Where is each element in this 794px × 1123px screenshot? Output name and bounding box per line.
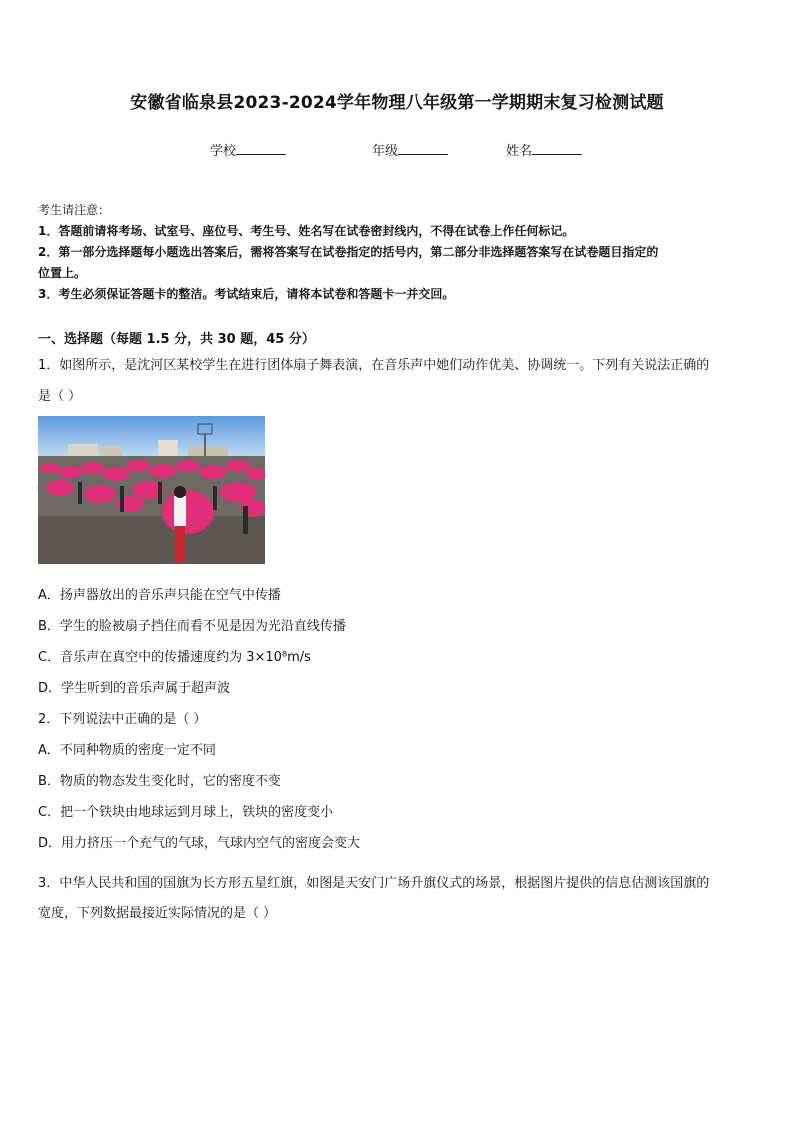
notice-item-2-cont: 位置上。 (38, 266, 87, 280)
q1-option-b: B．学生的脸被扇子挡住而看不见是因为光沿直线传播 (38, 619, 346, 634)
notice-heading: 考生请注意： (38, 203, 111, 217)
name-field (506, 140, 582, 159)
q2-option-b: B．物质的物态发生变化时，它的密度不变 (38, 774, 281, 789)
page-title: 安徽省临泉县2023-2024学年物理八年级第一学期期末复习检测试题 (130, 93, 664, 113)
q1-stem-line2: 是（ ） (38, 389, 82, 404)
school-label: 学校 (210, 144, 237, 159)
name-label: 姓名 (506, 144, 533, 159)
q2-option-d: D．用力挤压一个充气的气球，气球内空气的密度会变大 (38, 836, 361, 851)
q2-stem: 2．下列说法中正确的是（ ） (38, 712, 207, 727)
grade-blank[interactable] (398, 142, 448, 155)
notice-item-1: 1．答题前请将考场、试室号、座位号、考生号、姓名写在试卷密封线内，不得在试卷上作任何标记。 (38, 224, 575, 238)
q1-option-c: C．音乐声在真空中的传播速度约为 3×10⁸m/s (38, 650, 311, 665)
q1-option-a: A．扬声器放出的音乐声只能在空气中传播 (38, 588, 281, 603)
q3-stem-line1: 3．中华人民共和国的国旗为长方形五星红旗，如图是天安门广场升旗仪式的场景，根据图片提供的信息估测该国旗的 (38, 876, 710, 891)
q2-option-c: C．把一个铁块由地球运到月球上，铁块的密度变小 (38, 805, 334, 820)
q1-option-d: D．学生听到的音乐声属于超声波 (38, 681, 231, 696)
q3-stem-line2: 宽度，下列数据最接近实际情况的是（ ） (38, 906, 277, 921)
fan-dance-photo (38, 416, 265, 564)
grade-label: 年级 (372, 144, 399, 159)
school-blank[interactable] (236, 142, 286, 155)
notice-item-2: 2．第一部分选择题每小题选出答案后，需将答案写在试卷指定的括号内，第二部分非选择题答案写在试卷题目指定的 (38, 245, 659, 259)
school-field (210, 140, 286, 159)
notice-item-3: 3．考生必须保证答题卡的整洁。考试结束后，请将本试卷和答题卡一并交回。 (38, 287, 455, 301)
q2-option-a: A．不同种物质的密度一定不同 (38, 743, 216, 758)
q1-stem-line1: 1．如图所示，是沈河区某校学生在进行团体扇子舞表演，在音乐声中她们动作优美、协调统一。下列有关说法正确的 (38, 358, 710, 373)
section-heading: 一、选择题（每题 1.5 分，共 30 题，45 分） (38, 332, 315, 347)
name-blank[interactable] (532, 142, 582, 155)
grade-field (372, 140, 448, 159)
